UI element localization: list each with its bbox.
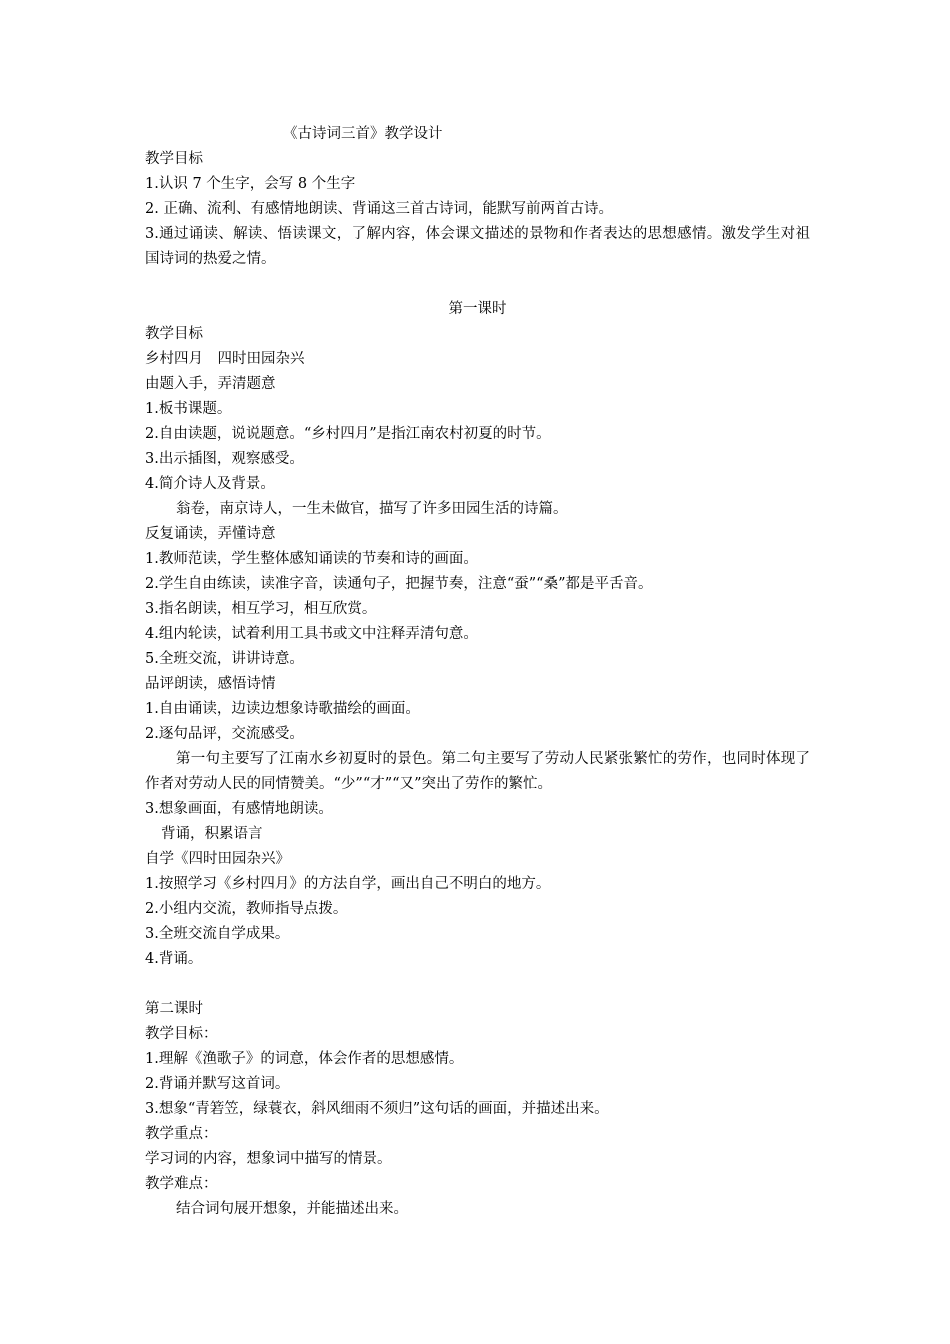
list-item: 4.简介诗人及背景。	[145, 476, 275, 492]
poem-analysis: 第一句主要写了江南水乡初夏时的景色。第二句主要写了劳动人民紧张繁忙的劳作，也同时体现了作者对劳动人民的同情赞美。“少”“才”“又”突出了劳作的繁忙。	[145, 751, 810, 792]
self-study-heading: 自学《四时田园杂兴》	[145, 851, 290, 867]
list-item: 4.背诵。	[145, 951, 203, 967]
difficulty-heading: 教学难点：	[145, 1176, 218, 1192]
list-item: 2.背诵并默写这首词。	[145, 1076, 290, 1092]
poet-note: 翁卷，南京诗人，一生未做官，描写了许多田园生活的诗篇。	[176, 501, 568, 517]
lesson1-objectives-heading: 教学目标	[145, 326, 203, 342]
list-item: 2.自由读题，说说题意。“乡村四月”是指江南农村初夏的时节。	[145, 426, 551, 442]
list-item: 1.理解《渔歌子》的词意，体会作者的思想感情。	[145, 1051, 464, 1067]
lesson1-section2-heading: 反复诵读，弄懂诗意	[145, 526, 276, 542]
lesson1-section3-heading: 品评朗读，感悟诗情	[145, 676, 276, 692]
objective-item: 3.通过诵读、解读、悟读课文，了解内容，体会课文描述的景物和作者表达的思想感情。激发学生对祖国诗词的热爱之情。	[145, 226, 810, 267]
list-item: 1.自由诵读，边读边想象诗歌描绘的画面。	[145, 701, 420, 717]
focus-heading: 教学重点：	[145, 1126, 218, 1142]
objective-item: 1.认识 7 个生字，会写 8 个生字	[145, 176, 356, 192]
difficulty-text: 结合词句展开想象，并能描述出来。	[176, 1201, 408, 1217]
list-item: 1.板书课题。	[145, 401, 232, 417]
focus-text: 学习词的内容，想象词中描写的情景。	[145, 1151, 392, 1167]
list-item: 5.全班交流，讲讲诗意。	[145, 651, 304, 667]
list-item: 3.全班交流自学成果。	[145, 926, 290, 942]
list-item: 2.学生自由练读，读准字音，读通句子，把握节奏，注意“蚕”“桑”都是平舌音。	[145, 576, 653, 592]
list-item: 4.组内轮读，试着利用工具书或文中注释弄清句意。	[145, 626, 478, 642]
lesson2-objectives-heading: 教学目标：	[145, 1026, 218, 1042]
document-body	[145, 122, 810, 1222]
list-item: 1.按照学习《乡村四月》的方法自学，画出自己不明白的地方。	[145, 876, 551, 892]
lesson1-section1-heading: 由题入手，弄清题意	[145, 376, 276, 392]
list-item: 2.逐句品评，交流感受。	[145, 726, 304, 742]
objective-item: 2. 正确、流利、有感情地朗读、背诵这三首古诗词，能默写前两首古诗。	[145, 201, 613, 217]
lesson1-poems: 乡村四月 四时田园杂兴	[145, 351, 305, 367]
lesson2-title: 第二课时	[145, 1001, 203, 1017]
objectives-heading: 教学目标	[145, 151, 203, 167]
spacer	[145, 272, 810, 297]
document-title: 《古诗词三首》教学设计	[283, 126, 443, 142]
list-item: 1.教师范读，学生整体感知诵读的节奏和诗的画面。	[145, 551, 478, 567]
list-item: 3.出示插图，观察感受。	[145, 451, 304, 467]
lesson1-section4-heading: 背诵，积累语言	[161, 826, 263, 842]
list-item: 3.想象画面，有感情地朗读。	[145, 801, 333, 817]
list-item: 2.小组内交流，教师指导点拨。	[145, 901, 348, 917]
lesson1-title: 第一课时	[448, 301, 507, 317]
spacer	[145, 972, 810, 997]
list-item: 3.想象“青箬笠，绿蓑衣，斜风细雨不须归”这句话的画面，并描述出来。	[145, 1101, 609, 1117]
list-item: 3.指名朗读，相互学习，相互欣赏。	[145, 601, 377, 617]
